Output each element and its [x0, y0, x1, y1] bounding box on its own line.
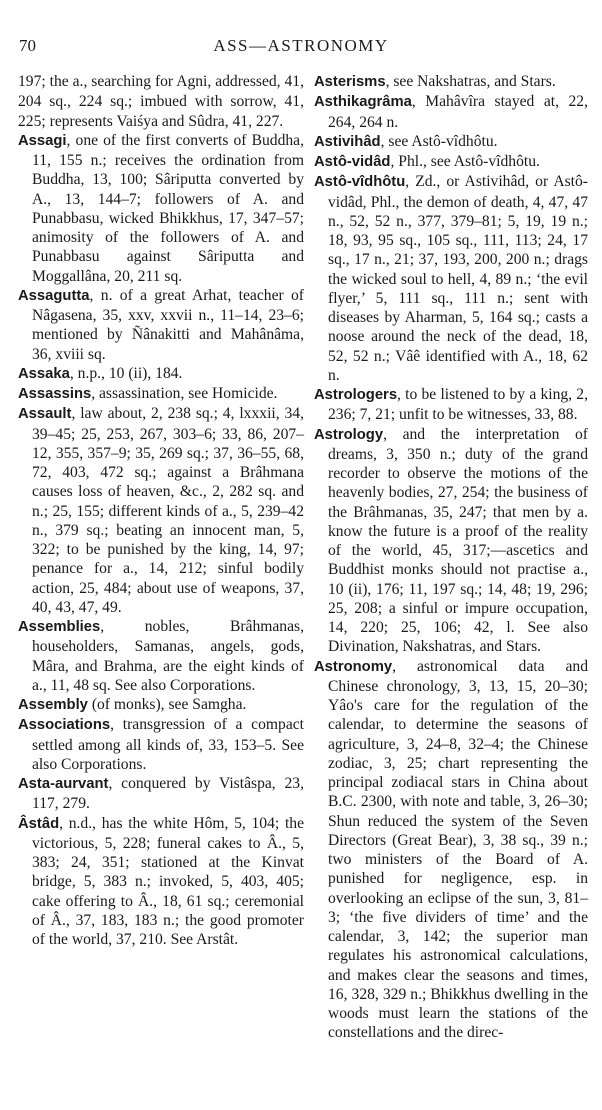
- entry-body: , transgression of a compact settled among all kinds of, 33, 153–5. See also Corporations.: [32, 716, 304, 773]
- entry-body: , to be listened to by a king, 2, 236; 7, 21; unfit to be witnesses, 33, 88.: [328, 386, 588, 424]
- index-entry: [18, 774, 304, 814]
- index-entry: [18, 617, 304, 695]
- entry-body: , n.p., 10 (ii), 184.: [69, 364, 183, 382]
- entry-body: , n. of a great Arhat, teacher of Nâgasena, 35, xxv, xxvii n., 11–14, 23–6; mentioned by Ñânakitti and Mahânâma, 36, xviii sq.: [32, 286, 304, 363]
- entry-headword: Âstâd: [18, 815, 60, 832]
- entry-body: , n.d., has the white Hôm, 5, 104; the victorious, 5, 228; funeral cakes to Â., 5, 383; 24, 351; stationed at the Kinvat bridge, 5, 383 n.; invoked, 5, 403, 405; cake offering to Â., 18, 61 sq.; ceremonial of Â., 37, 183, 183 n.; the good promoter of the world, 37, 210. See Arstât.: [32, 814, 304, 948]
- entry-body: 197; the a., searching for Agni, addressed, 41, 204 sq., 224 sq.; imbued with sorrow, 41, 225; represents Vaiśya and Sûdra, 41, 227.: [18, 73, 304, 130]
- entry-headword: Assaka: [18, 365, 70, 382]
- entry-headword: Astô-vîdhôtu: [314, 174, 406, 191]
- entry-body: , see Astô-vîdhôtu.: [380, 132, 498, 150]
- entry-headword: Assagutta: [18, 287, 90, 304]
- running-head: ASS—ASTRONOMY: [213, 36, 389, 55]
- entry-headword: Astrology: [314, 426, 384, 443]
- entry-body: , one of the first converts of Buddha, 11, 155 n.; receives the ordination from Buddha, 13, 100; Sâriputta converted by A., 13, 144–7; followers of A. and Punabbasu, wicked Bhikkhus, 17, 347–57; animosity of the followers of A. and Punabbasu against Sâriputta and Moggallâna, 20, 211 sq.: [32, 131, 304, 285]
- entry-headword: Assault: [18, 406, 72, 423]
- index-entry: [314, 172, 588, 385]
- entry-headword: Associations: [18, 717, 111, 734]
- entry-headword: Assassins: [18, 386, 92, 402]
- index-entry: [18, 131, 304, 286]
- entry-headword: Astrologers: [314, 387, 398, 403]
- index-entry: [18, 695, 304, 715]
- index-entry: [314, 132, 588, 152]
- entry-headword: Astô-vidâd: [314, 154, 391, 170]
- index-entry: [18, 364, 304, 384]
- entry-headword: Assemblies: [18, 619, 101, 635]
- index-entry: [314, 425, 588, 657]
- index-entry: [18, 286, 304, 364]
- index-entry: [18, 404, 304, 617]
- index-entry: [18, 72, 304, 131]
- index-entry: [314, 152, 588, 172]
- entry-body: , nobles, Brâhmanas, householders, Samanas, angels, gods, Mâra, and Brahma, are the eight kinds of a., 11, 48 sq. See also Corporations.: [32, 618, 304, 694]
- entry-headword: Assembly: [18, 697, 88, 713]
- entry-body: , Mahâvîra stayed at, 22, 264, 264 n.: [328, 93, 588, 131]
- index-entry: [314, 72, 588, 92]
- index-entry: [314, 657, 588, 1043]
- entry-body: , assassination, see Homicide.: [91, 385, 278, 402]
- entry-headword: Astronomy: [314, 658, 393, 675]
- index-entry: [314, 92, 588, 132]
- entry-body: , astronomical data and Chinese chronology, 3, 13, 15, 20–30; Yâo's care for the regulation of the calendar, to determine the seasons of agriculture, 3, 24–8, 32–4; the Chinese zodiac, 3, 25; chart representing the principal zodiacal stars in China about B.C. 2300, with note and table, 3, 26–30; Shun reduced the system of the Seven Directors (Great Bear), 3, 38 sq., 39 n.; two ministers of the Board of A. punished for negligence, esp. in overlooking an eclipse of the sun, 3, 81–3; ‘the five dividers of time’ and the calendar, 3, 142; the superior man regulates his astronomical calculations, and makes clear the seasons and times, 16, 328, 329 n.; Bhikkhus dwelling in the woods must learn the stations of the constellations and the direc-: [328, 657, 588, 1042]
- index-entry: [18, 814, 304, 950]
- entry-headword: Asterisms: [314, 74, 386, 90]
- entry-headword: Asta-aurvant: [18, 776, 109, 792]
- entry-body: , conquered by Vistâspa, 23, 117, 279.: [32, 775, 304, 813]
- entry-body: , law about, 2, 238 sq.; 4, lxxxii, 34, 39–45; 25, 253, 267, 303–6; 33, 86, 207–12, 355, 357–9; 35, 269 sq.; 37, 36–55, 68, 72, 403, 472 sq.; against a Brâhmana causes loss of heaven, &c., 2, 282 sq. and n.; 25, 155; different kinds of a., 5, 239–42 n., 379 sq.; beating an innocent man, 5, 322; to be punished by the king, 14, 97; penance for a., 14, 212; sinful bodily action, 25, 484; about use of weapons, 37, 40, 43, 47, 49.: [32, 405, 304, 616]
- entry-body: (of monks), see Samgha.: [87, 696, 247, 713]
- right-column: [314, 72, 588, 1043]
- entry-headword: Assagi: [18, 132, 67, 149]
- entry-headword: Astivihâd: [314, 133, 381, 150]
- entry-body: , and the interpretation of dreams, 3, 350 n.; duty of the grand recorder to observe the motions of the heavenly bodies, 27, 254; the business of the Brâhmanas, 35, 247; that men by a. know the future is a proof of the reality of the world, 45, 317;—ascetics and Buddhist monks should not practise a., 10 (ii), 176; 11, 197 sq.; 14, 48; 19, 296; 25, 208; a sinful or impure occupation, 14, 220; 25, 106; 42, l. See also Divination, Nakshatras, and Stars.: [328, 425, 588, 656]
- entry-body: , Zd., or Astivihâd, or Astô-vidâd, Phl., the demon of death, 4, 47, 47 n., 52, 52 n., 377, 379–81; 5, 19, 19 n.; 18, 93, 95 sq., 105 sq., 111, 113; 24, 17 sq., 17 n., 21; 37, 193, 200, 200 n.; drags the wicked soul to hell, 4, 89 n.; ‘the evil flyer,’ 5, 111 sq., 111 n.; sent with diseases by Aharman, 5, 164 sq.; casts a noose around the neck of the dead, 18, 52, 52 n.; Vâê identified with A., 18, 62 n.: [328, 173, 588, 384]
- index-entry: [18, 715, 304, 774]
- page-number: 70: [19, 36, 36, 55]
- index-entry: [18, 384, 304, 404]
- index-entry: [314, 385, 588, 425]
- entry-body: , see Nakshatras, and Stars.: [385, 73, 556, 90]
- left-column: [18, 72, 304, 949]
- entry-body: , Phl., see Astô-vîdhôtu.: [390, 153, 540, 170]
- entry-headword: Asthikagrâma: [314, 94, 412, 111]
